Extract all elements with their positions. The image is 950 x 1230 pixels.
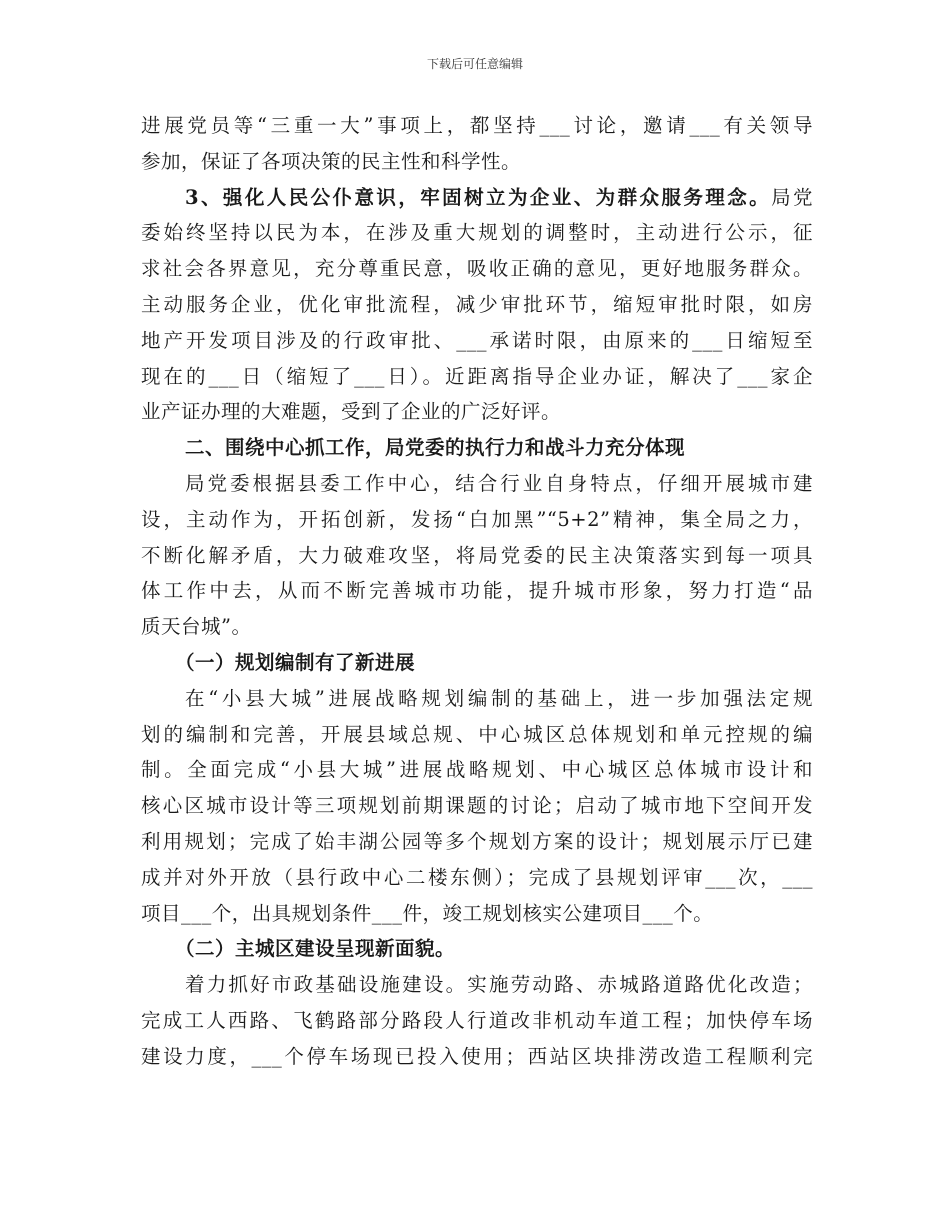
- text-line: 体工作中去，从而不断完善城市功能，提升城市形象，努力打造“品: [141, 579, 813, 603]
- text-line: 着力抓好市政基础设施建设。实施劳动路、赤城路道路优化改造；: [185, 973, 813, 997]
- text-line: 主动服务企业，优化审批流程，减少审批环节，缩短审批时限，如房: [141, 292, 813, 316]
- text-line: 划的编制和完善，开展县域总规、中心城区总体规划和单元控规的编: [141, 722, 813, 746]
- text-line: 地产开发项目涉及的行政审批、___承诺时限，由原来的___日缩短至: [141, 328, 813, 352]
- text-line: 进展党员等“三重一大”事项上，都坚持___讨论，邀请___有关领导: [141, 114, 813, 137]
- text-line: 不断化解矛盾，大力破难攻坚，将局党委的民主决策落实到每一项具: [141, 543, 813, 567]
- text-line: 制。全面完成“小县大城”进展战略规划、中心城区总体城市设计和: [141, 758, 813, 782]
- text-line: 核心区城市设计等三项规划前期课题的讨论；启动了城市地下空间开发: [141, 794, 813, 818]
- section-heading: （一）规划编制有了新进展: [175, 650, 416, 674]
- text-line: 现在的___日（缩短了___日）。近距离指导企业办证，解决了___家企: [141, 364, 813, 388]
- text-span: 局党: [771, 185, 813, 209]
- bold-subheading: 3、强化人民公仆意识，牢固树立为企业、为群众服务理念。: [185, 185, 772, 209]
- text-line: 完成工人西路、飞鹤路部分路段人行道改非机动车道工程；加快停车场: [141, 1008, 813, 1032]
- text-line: 在“小县大城”进展战略规划编制的基础上，进一步加强法定规: [185, 686, 813, 710]
- text-line: 求社会各界意见，充分尊重民意，吸收正确的意见，更好地服务群众。: [141, 257, 813, 281]
- text-line: 委始终坚持以民为本，在涉及重大规划的调整时，主动进行公示，征: [141, 221, 813, 245]
- text-line: 业产证办理的大难题，受到了企业的广泛好评。: [141, 400, 562, 424]
- text-line: 局党委根据县委工作中心，结合行业自身特点，仔细开展城市建: [185, 471, 813, 495]
- page-header: 下载后可任意编辑: [426, 57, 523, 71]
- text-line: 质天台城”。: [141, 615, 252, 639]
- text-line: 参加，保证了各项决策的民主性和科学性。: [141, 149, 522, 173]
- text-line: 建设力度，___个停车场现已投入使用；西站区块排涝改造工程顺利完: [141, 1044, 813, 1068]
- text-line: 利用规划；完成了始丰湖公园等多个规划方案的设计；规划展示厅已建: [141, 829, 813, 853]
- document-body: [141, 108, 813, 1075]
- text-line: 项目___个，出具规划条件___件，竣工规划核实公建项目___个。: [141, 901, 714, 925]
- section-heading: 二、围绕中心抓工作，局党委的执行力和战斗力充分体现: [185, 436, 686, 460]
- text-line: 成并对外开放（县行政中心二楼东侧）；完成了县规划评审___次，___: [141, 865, 813, 889]
- text-line: [141, 180, 813, 216]
- section-heading: （二）主城区建设呈现新面貌。: [175, 937, 456, 961]
- text-line: 设，主动作为，开拓创新，发扬“白加黑”“5+2”精神，集全局之力，: [141, 507, 813, 531]
